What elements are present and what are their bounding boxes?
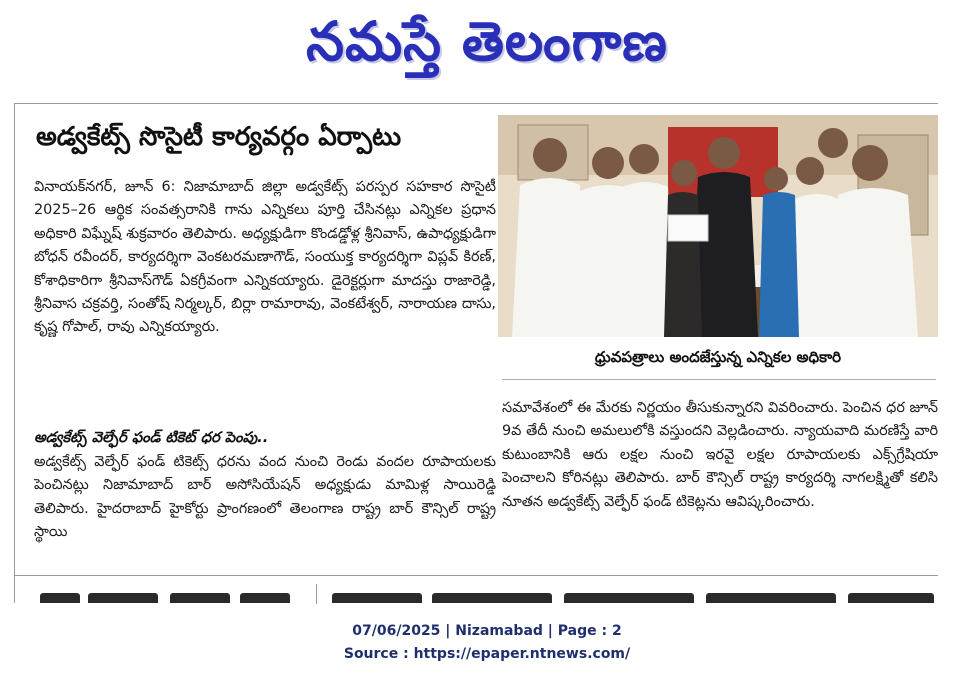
left-column-rule (14, 103, 15, 603)
article-paragraph-2: అడ్వకేట్స్ వెల్ఫేర్ ఫండ్ టికెట్స్ ధరను వంద నుంచి రెండు వందల రూపాయలకు పెంచినట్లు నిజామాబాద్ బార్ అసోసియేషన్ అధ్యక్షుడు మామిళ్ల సాయిరెడ్డి తెలిపారు. హైదరాబాద్ హైకోర్టు ప్రాంగణంలో తెలంగాణ రాష్ట్ర బార్ కౌన్సిల్ రాష్ట్ర స్థాయి (34, 454, 496, 541)
bottom-rule (14, 575, 938, 576)
article-paragraph-1: వినాయక్‌నగర్, జూన్ 6: నిజామాబాద్ జిల్లా అడ్వకేట్స్ పరస్పర సహకార సొసైటీ 2025–26 ఆర్థిక సంవత్సరానికి గాను ఎన్నికలు పూర్తి చేసినట్లు ఎన్నికల ప్రధాన అధికారి విఘ్నేష్ శుక్రవారం తెలిపారు. అధ్యక్షుడిగా కొండడ్డోళ్ల శ్రీనివాస్, ఉపాధ్యక్షుడిగా బోధన్ రవీందర్, కార్యదర్శిగా వెంకటరమణాగౌడ్, సంయుక్త కార్యదర్శిగా విప్లవ్ కిరణ్, కోశాధికారిగా శ్రీనివాస్‌గౌడ్ ఏకగ్రీవంగా ఎన్నికయ్యారు. డైరెక్టర్లుగా మాదస్తు రాజారెడ్డి, శ్రీనివాస చక్రవర్తి, సంతోష్ నిర్మల్కర్, బిర్లా రామారావు, వెంకటేశ్వర్, నారాయణ దాసు, కృష్ణ గోపాల్, రావు ఎన్నికయ్యారు. (34, 179, 496, 336)
article-paragraph-3: సమావేశంలో ఈ మేరకు నిర్ణయం తీసుకున్నారని వివరించారు. పెంచిన ధర జూన్ 9వ తేదీ నుంచి అమలులోకి వస్తుందని వెల్లడించారు. న్యాయవాది మరణిస్తే వారి కుటుంబానికి ఆరు లక్షల నుంచి ఇరవై లక్షల రూపాయలకు ఎక్స్‌గ్రేషియా పెంచాలని కోరినట్లు తెలిపారు. బార్ కౌన్సిల్ రాష్ట్ర కార్యదర్శి నాగలక్ష్మితో కలిసి నూతన అడ్వకేట్స్ వెల్ఫేర్ ఫండ్ టికెట్లను ఆవిష్కరించారు. (502, 400, 938, 510)
newspaper-masthead (0, 6, 974, 78)
cut-off-headline-left (40, 591, 292, 603)
article-headline: అడ్వకేట్స్ సొసైటీ కార్యవర్గం ఏర్పాటు (36, 122, 402, 152)
article-subheading: అడ్వకేట్స్ వెల్ఫేర్ ఫండ్ టికెట్ ధర పెంపు.. (34, 429, 269, 446)
top-rule (14, 103, 938, 104)
footer-date-edition: 07/06/2025 | Nizamabad | Page : 2 (352, 623, 622, 639)
news-photo (498, 115, 938, 337)
photo-illustration (498, 115, 938, 337)
caption-rule (502, 379, 936, 380)
column-divider (316, 584, 317, 604)
footer-source-link[interactable]: Source : https://epaper.ntnews.com/ (343, 646, 631, 662)
photo-caption: ధ్రువపత్రాలు అందజేస్తున్న ఎన్నికల అధికారి (594, 348, 842, 366)
masthead-title: నమస్తే తెలంగాణ (306, 10, 668, 73)
cut-off-headline-right (332, 591, 936, 603)
